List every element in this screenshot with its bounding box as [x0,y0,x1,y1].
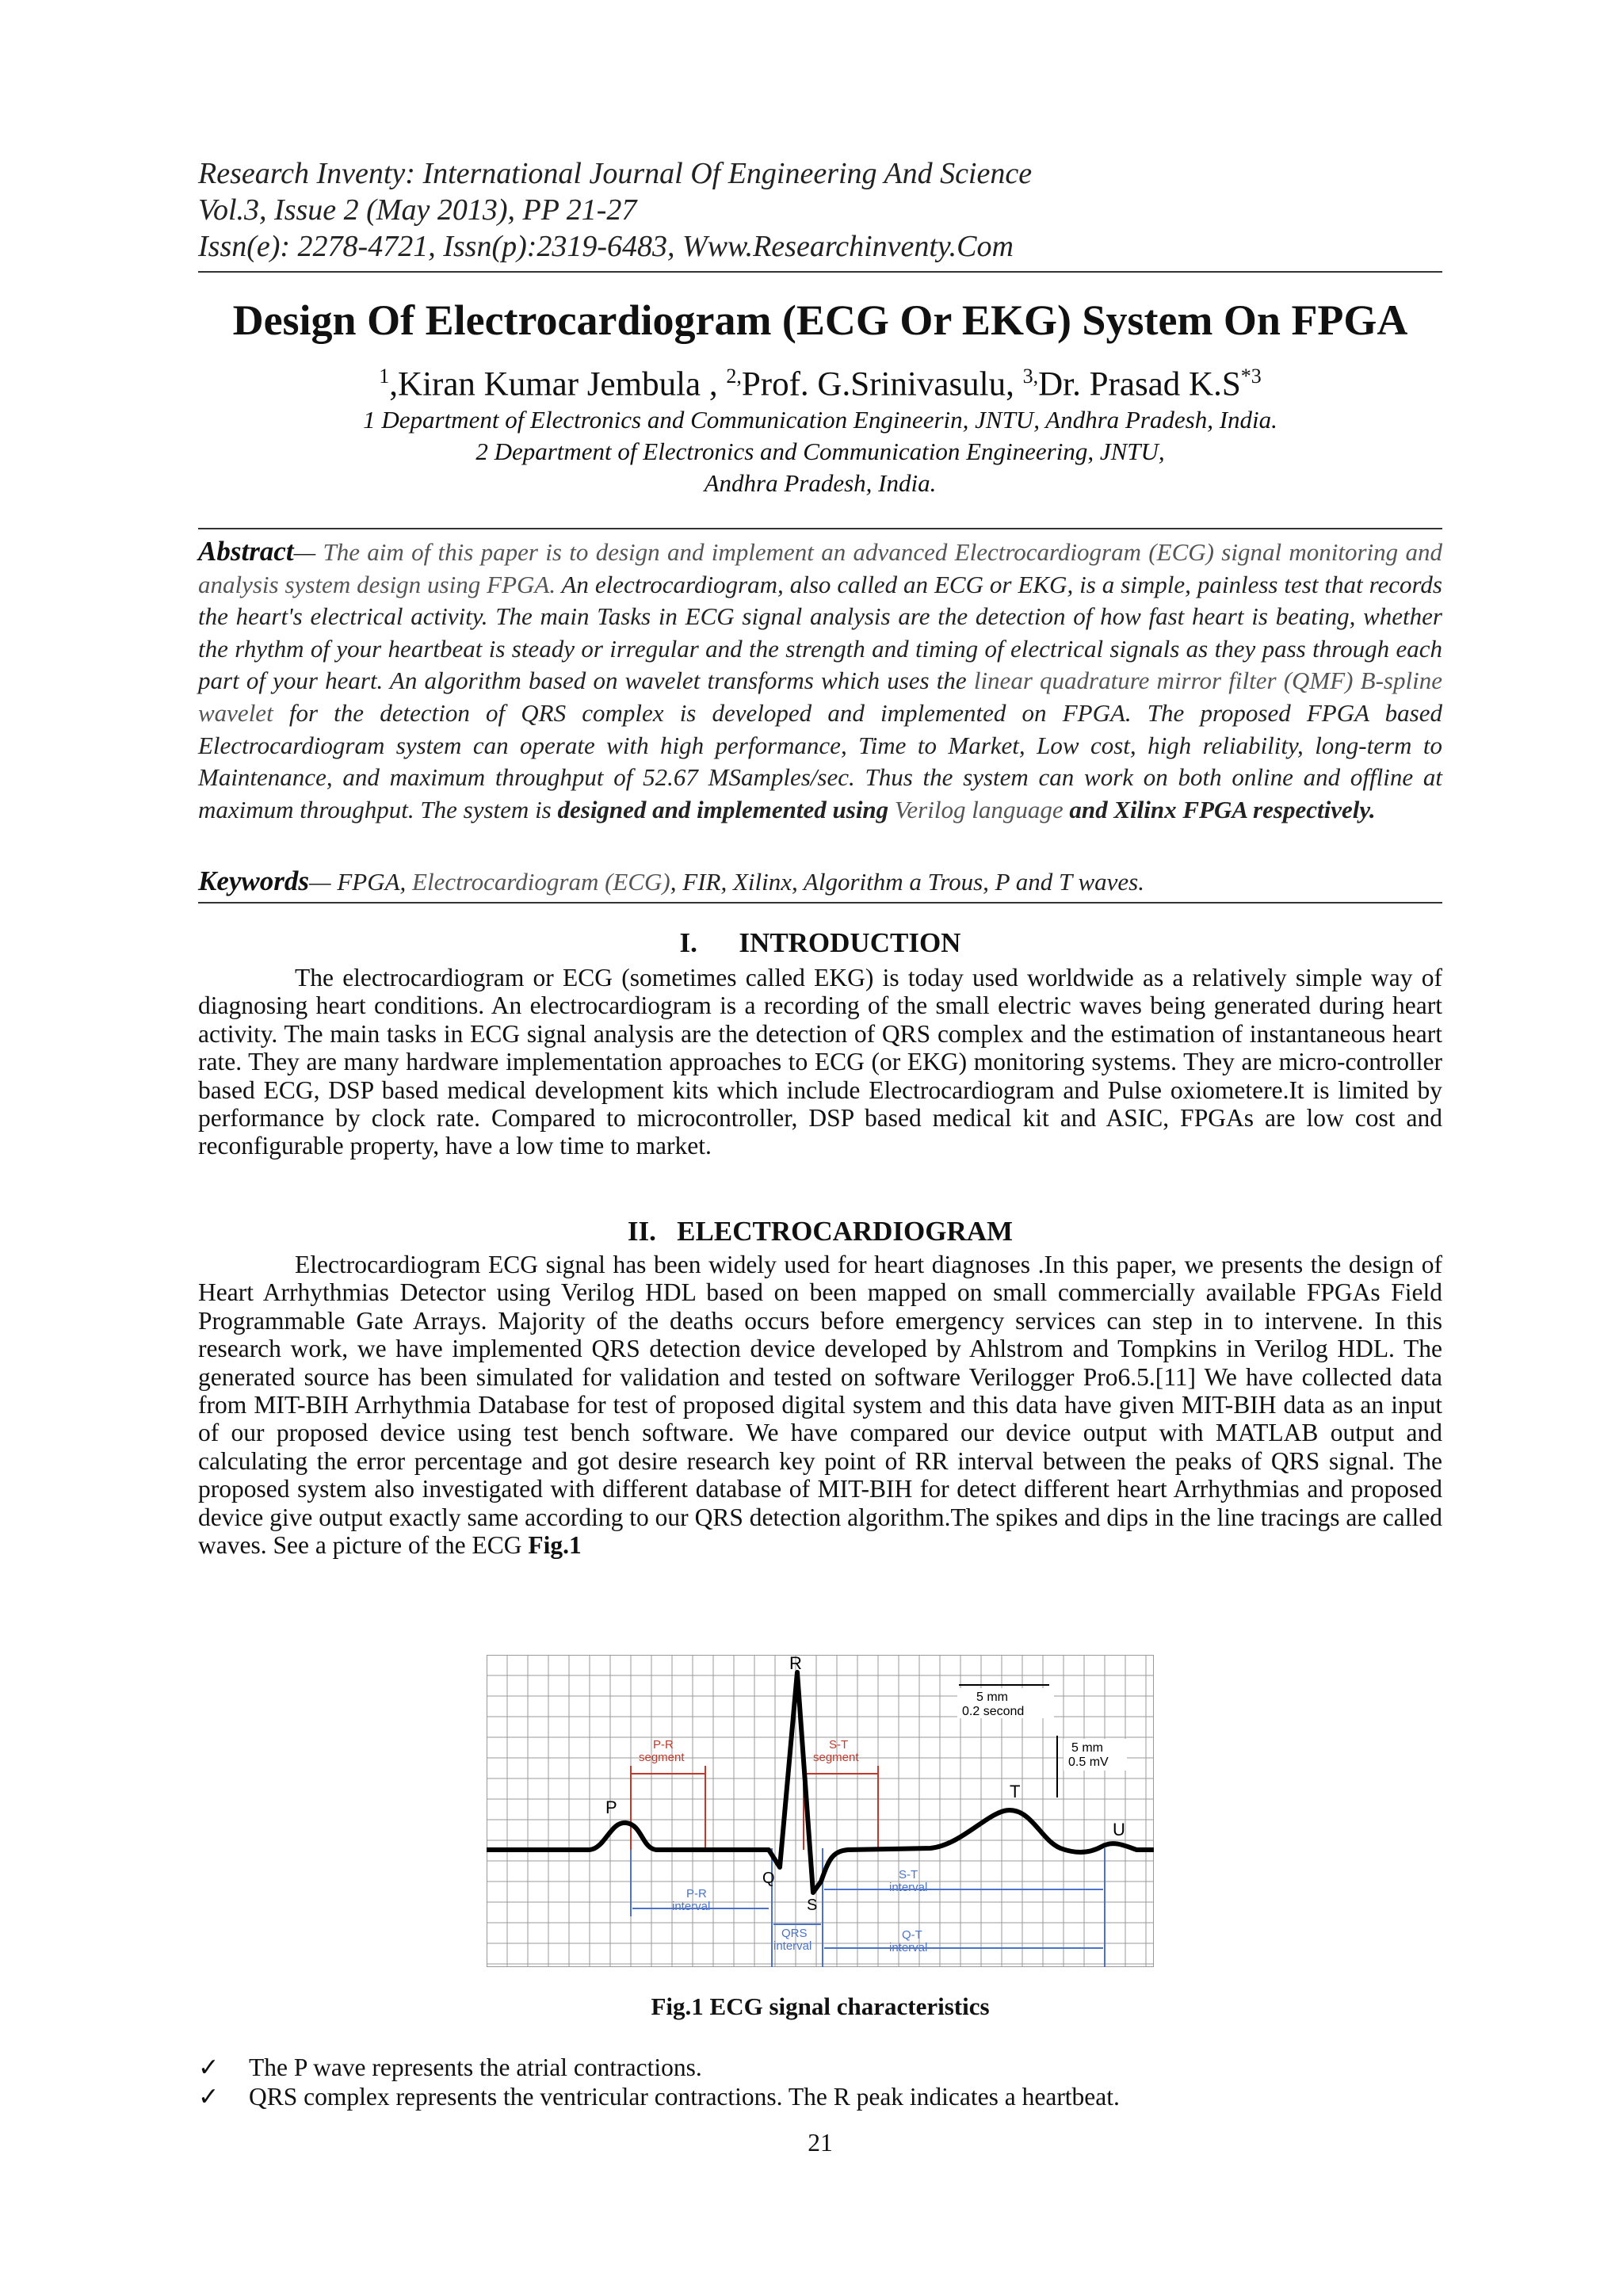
author-1-mark: 1 [379,365,390,388]
electrocardiogram-paragraph-body: Electrocardiogram ECG signal has been widely used for heart diagnoses .In this paper, we presents the design of Heart Arrhythmias Detector using Verilog HDL based on been mapped on small commercially available FPGAs Field Programmable Gate Arrays. Majority of the deaths occurs before emergency services can step in to intervene. In this research work, we have implemented QRS detection device developed by Ahlstrom and Tompkins in Verilog HDL. The generated source has been simulated for validation and tested on software Verilogger Pro6.5.[11] We have collected data from MIT-BIH Arrhythmia Database for test of proposed digital system and this data have given MIT-BIH data as an input of our proposed device using test bench software. We have compared our device output with MATLAB output and calculating the error percentage and got desire research key point of RR interval between the peaks of QRS signal. The proposed system also investigated with different database of MIT-BIH for detect different heart Arrhythmias and proposed device give output exactly same according to our QRS detection algorithm.The spikes and dips in the line tracings are called waves. See a picture of the ECG [198,1251,1442,1560]
abstract-aim: The aim of this paper is to design and implement an advanced Electrocardiogram (ECG) signal monitoring and analysis system design using FPGA. [198,538,1442,598]
ecg-diagram [487,1655,1154,1967]
author-1-name: ,Kiran Kumar Jembula , [389,365,727,403]
bullet-item [198,2053,1442,2082]
keywords-label: Keywords [198,865,309,896]
journal-name: Research Inventy: International Journal Of Engineering And Science [198,157,1033,190]
keywords-a: FPGA, [337,868,413,896]
check-icon: ✓ [198,2053,220,2081]
affiliation-3: Andhra Pradesh, India. [704,469,937,497]
st-segment-label-2: segment [813,1751,859,1764]
figure-reference: Fig.1 [528,1531,582,1560]
journal-issn: Issn(e): 2278-4721, Issn(p):2319-6483, Www.Researchinventy.Com [198,230,1014,263]
amplitude-scale-label-2: 0.5 mV [1068,1755,1109,1769]
section-heading-electrocardiogram: II. ELECTROCARDIOGRAM [627,1216,1014,1247]
affiliation-2: 2 Department of Electronics and Communication Engineering, JNTU, [475,437,1165,465]
page-number: 21 [808,2129,833,2157]
header-rule [198,271,1442,273]
pr-segment-label-2: segment [639,1751,685,1764]
st-interval-label-1: S-T [899,1868,918,1881]
time-scale-label-2: 0.2 second [962,1705,1025,1718]
abstract-body-2: for the detection of QRS complex is developed and implemented on FPGA. The proposed FPGA based Electrocardiogram system can operate with high performance, Time to Market, Low cost, high reliability, long-term to Maintenance, and maximum throughput of 52.67 MSamples/sec. Thus the system can work on both online and offline at maximum throughput. The system is [198,698,1442,823]
ecg-figure [487,1655,1154,1967]
pr-interval-label-1: P-R [686,1887,707,1901]
journal-volume: Vol.3, Issue 2 (May 2013), PP 21-27 [198,193,637,227]
author-3-name: Dr. Prasad K.S [1038,365,1241,403]
abstract-rule [198,528,1442,529]
s-wave-label: S [807,1897,818,1914]
abstract-dash: — [293,538,323,566]
qrs-interval-label-2: interval [773,1939,812,1953]
st-segment-label-1: S-T [829,1738,849,1752]
journal-header [198,155,1442,265]
author-line [198,355,1442,406]
paper-title: Design Of Electrocardiogram (ECG Or EKG) System On FPGA [232,296,1408,344]
time-scale-label-1: 5 mm [976,1690,1008,1704]
abstract-body-1: An electrocardiogram, also called an ECG or EKG, is a simple, painless test that records the heart's electrical activity. The main Tasks in ECG signal analysis are the detection of how fast heart is beating, whether the rhythm of your heartbeat is steady or irregular and the strength and timing of electrical signals as they pass through each part of your heart. An algorithm based on wavelet transforms which uses the [198,570,1442,695]
keywords-dash: — [309,868,338,896]
figure-caption: Fig.1 ECG signal characteristics [651,1992,990,2020]
section-heading-introduction: I. INTRODUCTION [679,927,961,958]
bullet-text: The P wave represents the atrial contractions. [249,2053,702,2081]
keywords-ecg: Electrocardiogram (ECG) [412,868,670,896]
affiliation-1: 1 Department of Electronics and Communication Engineerin, JNTU, Andhra Pradesh, India. [363,406,1277,434]
author-2-mark: 2, [726,365,742,388]
qt-interval-label-1: Q-T [902,1928,922,1942]
qt-interval-label-2: interval [889,1941,928,1954]
author-2-name: Prof. G.Srinivasulu, [741,365,1023,403]
introduction-paragraph: The electrocardiogram or ECG (sometimes called EKG) is today used worldwide as a relatively simple way of diagnosing heart conditions. An electrocardiogram is a recording of the small electric waves being generated during heart activity. The main tasks in ECG signal analysis are the detection of QRS complex and the estimation of instantaneous heart rate. They are many hardware implementation approaches to ECG (or EKG) monitoring systems. They are micro-controller based ECG, DSP based medical development kits which include Electrocardiogram and Pulse oxiometere.It is limited by performance by clock rate. Compared to microcontroller, DSP based medical kit and ASIC, FPGAs are low cost and reconfigurable property, have a low time to market. [198,964,1442,1160]
electrocardiogram-text [198,1251,1442,1559]
check-icon: ✓ [198,2083,220,2111]
electrocardiogram-paragraph [198,1251,1442,1559]
r-wave-label: R [789,1655,802,1673]
bullet-item [198,2082,1442,2111]
q-wave-label: Q [762,1870,775,1887]
keywords-rule [198,902,1442,904]
u-wave-label: U [1113,1820,1125,1839]
abstract [198,536,1442,826]
keywords-c: , FIR, Xilinx, Algorithm a Trous, P and T waves. [670,868,1144,896]
p-wave-label: P [605,1797,617,1817]
abstract-verilog: Verilog language [888,795,1070,823]
abstract-qmf: linear quadrature mirror filter (QMF) B-spline wavelet [198,667,1442,727]
bullet-text: QRS complex represents the ventricular contractions. The R peak indicates a heartbeat. [249,2083,1120,2111]
introduction-text [198,964,1442,1160]
abstract-label: Abstract [198,536,294,567]
t-wave-label: T [1010,1782,1021,1801]
keywords [198,865,1442,898]
author-3-corresponding-mark: *3 [1240,365,1262,388]
pr-segment-label-1: P-R [653,1738,674,1752]
bullet-list [198,2053,1442,2111]
abstract-bold-1: designed and implemented using [557,795,889,823]
abstract-bold-2: and Xilinx FPGA respectively. [1069,795,1376,823]
amplitude-scale-label-1: 5 mm [1071,1741,1103,1755]
qrs-interval-label-1: QRS [781,1927,808,1940]
pr-interval-label-2: interval [672,1900,711,1913]
author-3-mark: 3, [1022,365,1039,388]
st-interval-label-2: interval [889,1881,928,1894]
